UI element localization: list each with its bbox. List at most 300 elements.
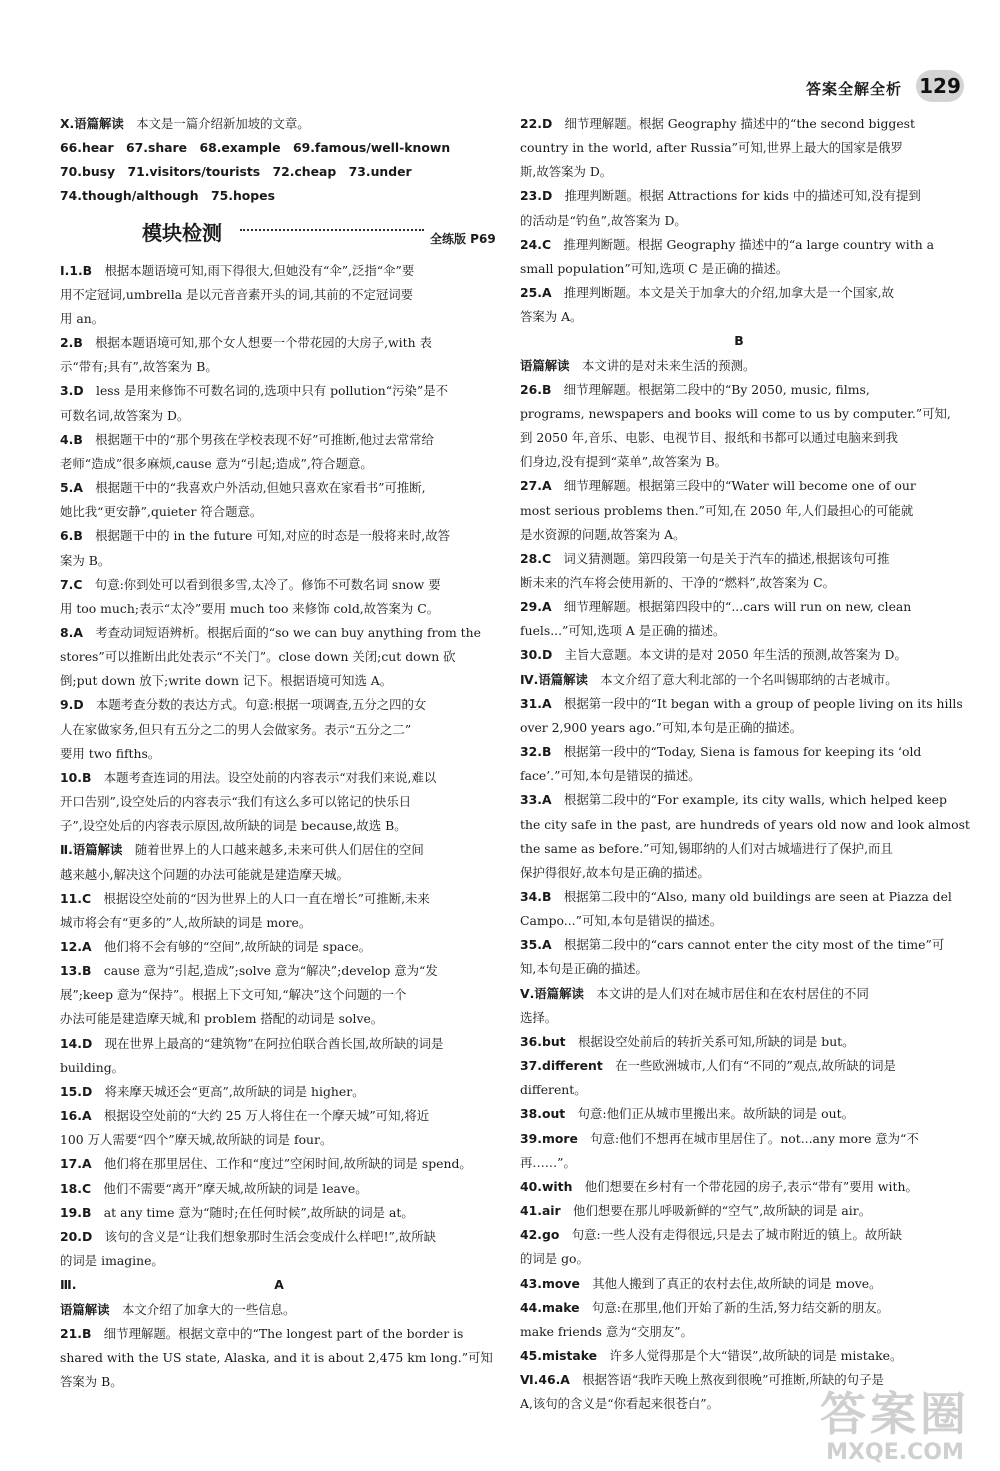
entry-line: [520, 305, 958, 329]
dotted-leader: [240, 229, 424, 231]
entry-text: 知,本句是正确的描述。: [520, 961, 648, 977]
entry-text: face’.”可知,本句是错误的描述。: [520, 768, 701, 784]
watermark-text: 答案圈: [820, 1387, 970, 1441]
entry-line: [520, 1344, 958, 1368]
entry-text: 句意:他们不想再在城市里居住了。not...any more 意为“不: [577, 1130, 919, 1146]
entry-text: 句意:在那里,他们开始了新的生活,努力结交新的朋友。: [579, 1299, 889, 1315]
entry-text: the city safe in the past, are hundreds of years old now and look almost: [520, 816, 970, 832]
answer-entry: [60, 887, 498, 935]
entry-text: 要用 two fifths。: [60, 745, 161, 761]
entry-text: programs, newspapers and books will come to us by computer.”可知,: [520, 405, 951, 421]
answer-entry: [520, 1296, 958, 1344]
answer-list: 66.hear 67.share 68.example 69.famous/well-known: [60, 140, 451, 156]
answer-entry: [60, 1032, 498, 1080]
entry-line: [520, 1247, 958, 1271]
answer-entry: [60, 1177, 498, 1201]
entry-line: [520, 257, 958, 281]
entry-line: [520, 1296, 958, 1320]
answer-entry: [520, 740, 958, 788]
entry-number: 19.B: [60, 1204, 92, 1220]
entry-number: 20.D: [60, 1228, 93, 1244]
entry-text: 他们想要在那儿呼吸新鲜的“空气”,故所缺的词是 air。: [560, 1203, 872, 1219]
entry-line: [60, 814, 498, 838]
section-title-text: 模块检测: [142, 220, 222, 245]
entry-text: 案为 B。: [60, 552, 111, 568]
entry-text: 根据第一段中的“It began with a group of people living on its hills: [551, 695, 963, 711]
entry-text: 本文讲的是人们对在城市居住和在农村居住的不同: [583, 985, 869, 1001]
entry-number: 23.D: [520, 188, 553, 204]
passage-tag: 语篇解读: [60, 1301, 110, 1317]
entry-text: 推理判断题。根据 Attractions for kids 中的描述可知,没有提到: [552, 188, 921, 204]
entry-text: 将来摩天城还会“更高”,故所缺的词是 higher。: [92, 1083, 365, 1099]
entry-line: [520, 184, 958, 208]
entry-line: [60, 1370, 498, 1394]
entry-number: 45.mistake: [520, 1347, 598, 1363]
entry-line: [520, 1030, 958, 1054]
entry-text: at any time 意为“随时;在任何时候”,故所缺的词是 at。: [91, 1204, 414, 1220]
entry-number: 22.D: [520, 116, 553, 131]
entry-line: [60, 742, 498, 766]
passage-summary: 本文是一篇介绍新加坡的文章。: [123, 116, 310, 131]
entry-line: [520, 982, 958, 1006]
entry-line: [520, 1320, 958, 1344]
entry-text: 根据第一段中的“Today, Siena is famous for keeping its ‘old: [551, 744, 922, 760]
entry-text: 他们想要在乡村有一个带花园的房子,表示“带有”要用 with。: [572, 1178, 918, 1194]
answer-entry: [520, 1102, 958, 1126]
answer-entry: [60, 935, 498, 959]
entry-text: 是水资源的问题,故答案为 A。: [520, 526, 686, 542]
entry-number: 15.D: [60, 1083, 93, 1099]
entry-text: 答案为 B。: [60, 1373, 123, 1389]
intro-line: [60, 160, 498, 184]
entry-line: [60, 452, 498, 476]
entry-line: [60, 597, 498, 621]
entry-number: 35.A: [520, 937, 552, 953]
entry-line: [520, 595, 958, 619]
entry-number: 6.B: [60, 528, 83, 544]
entry-text: 的词是 imagine。: [60, 1253, 164, 1269]
entry-line: [60, 645, 498, 669]
entry-line: [60, 1249, 498, 1273]
entry-text: 根据第二段中的“For example, its city walls, which helped keep: [551, 792, 947, 808]
entry-text: 城市将会有“更多的”人,故所缺的词是 more。: [60, 914, 312, 930]
entry-line: [520, 837, 958, 861]
answer-entry: [60, 838, 498, 886]
entry-line: [60, 1177, 498, 1201]
entry-text: 根据设空处前后的转折关系可知,所缺的词是 but。: [565, 1033, 855, 1049]
entry-text: 根据题干中的 in the future 可知,对应的时态是一般将来时,故答: [82, 528, 451, 544]
answer-entry: [520, 933, 958, 981]
entry-text: stores”可以推断出此处表示“不关门”。close down 关闭;cut down 砍: [60, 649, 456, 665]
entry-number: 31.A: [520, 695, 552, 711]
passage-intro: [520, 354, 958, 378]
entry-text: 越来越小,解决这个问题的办法可能就是建造摩天城。: [60, 866, 349, 882]
entry-line: [60, 887, 498, 911]
answer-entry: [520, 595, 958, 643]
entry-text: 细节理解题。根据 Geography 描述中的“the second biggest: [552, 116, 915, 131]
section-title: [60, 217, 498, 257]
answer-entry: [60, 766, 498, 838]
entry-line: [520, 668, 958, 692]
entry-line: [60, 283, 498, 307]
entry-line: [520, 861, 958, 885]
entry-text: 根据设空处前的“因为世界上的人口一直在增长”可推断,未来: [91, 890, 430, 906]
intro-line: [60, 136, 498, 160]
entry-line: [60, 983, 498, 1007]
intro-line: [60, 112, 498, 136]
entry-line: [60, 500, 498, 524]
entry-number: 25.A: [520, 285, 552, 301]
answer-entry: [60, 1201, 498, 1225]
entry-text: 细节理解题。根据文章中的“The longest part of the border is: [91, 1325, 464, 1341]
answer-entry: [60, 331, 498, 379]
entry-line: [60, 1152, 498, 1176]
watermark-logo: [810, 1388, 980, 1465]
entry-line: [520, 909, 958, 933]
entry-line: [520, 957, 958, 981]
entry-number: Ⅰ.1.B: [60, 262, 93, 278]
entry-line: [60, 935, 498, 959]
entry-text: most serious problems then.”可知,在 2050 年,人们最担心的可能就: [520, 502, 914, 518]
entry-text: 词义猜测题。第四段第一句是关于汽车的描述,根据该句可推: [551, 550, 890, 566]
entry-text: 句意:一些人没有走得很远,只是去了城市附近的镇上。故所缺: [559, 1227, 903, 1243]
passage-summary: 本文介绍了加拿大的一些信息。: [109, 1301, 296, 1317]
entry-line: [520, 474, 958, 498]
entry-number: 30.D: [520, 647, 553, 663]
entry-number: 10.B: [60, 769, 92, 785]
intro-line: [60, 184, 498, 208]
entry-number: Ⅳ.语篇解读: [520, 671, 588, 687]
entry-line: [60, 379, 498, 403]
entry-text: 示“带有;具有”,故答案为 B。: [60, 359, 218, 375]
entry-text: 用 an。: [60, 310, 105, 326]
entry-text: 他们不需要“离开”摩天城,故所缺的词是 leave。: [91, 1180, 368, 1196]
entry-number: 26.B: [520, 381, 552, 397]
entry-text: cause 意为“引起,造成”;solve 意为“解决”;develop 意为“发: [91, 963, 438, 979]
entry-line: [520, 885, 958, 909]
answer-entry: [520, 668, 958, 692]
entry-number: Ⅱ.语篇解读: [60, 842, 123, 858]
entry-number: 41.air: [520, 1203, 561, 1219]
section-title-ref: 全练版 P69: [430, 231, 496, 246]
entry-text: 再……”。: [520, 1154, 576, 1170]
entry-line: [520, 1151, 958, 1175]
entry-number: 42.go: [520, 1227, 560, 1243]
entry-text: the same as before.”可知,锡耶纳的人们对古城墙进行了保护,而且: [520, 840, 893, 856]
answer-entry: [60, 476, 498, 524]
answer-entry: [60, 1322, 498, 1394]
subsection-heading: A: [274, 1277, 284, 1293]
entry-line: [60, 549, 498, 573]
entry-text: 本题考查分数的表达方式。句意:根据一项调查,五分之四的女: [83, 697, 427, 713]
entry-text: 们身边,没有提到“菜单”,故答案为 B。: [520, 454, 728, 470]
entry-text: 根据题干中的“我喜欢户外活动,但她只喜欢在家看书”可推断,: [82, 480, 426, 496]
entry-text: 根据第二段中的“Also, many old buildings are seen at Piazza del: [551, 889, 952, 904]
entry-text: 句意:你到处可以看到很多雪,太冷了。修饰不可数名词 snow 要: [82, 576, 441, 592]
entry-text: 子”,设空处后的内容表示原因,故所缺的词是 because,故选 B。: [60, 818, 407, 834]
answer-entry: [520, 692, 963, 740]
entry-text: 她比我“更安静”,quieter 符合题意。: [60, 504, 263, 520]
entry-line: [520, 1175, 958, 1199]
entry-line: [60, 1056, 498, 1080]
entry-text: 考查动词短语辨析。根据后面的“so we can buy anything from the: [82, 624, 481, 640]
entry-number: 12.A: [60, 939, 92, 954]
entry-line: [520, 426, 958, 450]
entry-text: fuels...”可知,选项 A 是正确的描述。: [520, 623, 726, 639]
entry-line: [520, 1199, 958, 1223]
entry-number: 36.but: [520, 1033, 566, 1049]
answer-entry: [60, 524, 498, 572]
entry-line: [60, 766, 498, 790]
entry-number: 5.A: [60, 480, 83, 496]
answer-entry: [60, 1080, 498, 1104]
entry-line: [60, 307, 498, 331]
entry-line: [520, 643, 958, 667]
answer-entry: [60, 1225, 498, 1273]
entry-number: 34.B: [520, 889, 552, 904]
entry-line: [60, 331, 498, 355]
answer-entry: [520, 281, 958, 329]
entry-line: [520, 813, 970, 837]
entry-text: 断未来的汽车将会使用新的、干净的“燃料”,故答案为 C。: [520, 574, 836, 590]
entry-line: [520, 281, 958, 305]
entry-number: 27.A: [520, 478, 552, 494]
answer-entry: [520, 184, 958, 232]
answer-entry: [520, 233, 958, 281]
entry-text: 答案为 A。: [520, 309, 583, 325]
entry-number: 7.C: [60, 576, 83, 592]
entry-text: small population”可知,选项 C 是正确的描述。: [520, 260, 789, 276]
entry-line: [60, 404, 498, 428]
entry-number: 24.C: [520, 236, 552, 252]
entry-text: 100 万人需要“四个”摩天城,故所缺的词是 four。: [60, 1132, 333, 1148]
entry-number: 43.move: [520, 1275, 580, 1291]
entry-line: [60, 1322, 498, 1346]
entry-text: 推理判断题。本文是关于加拿大的介绍,加拿大是一个国家,故: [551, 285, 894, 301]
answer-entry: [520, 982, 958, 1030]
entry-text: 展”;keep 意为“保持”。根据上下文可知,“解决”这个问题的一个: [60, 987, 407, 1003]
answer-entry: [60, 621, 498, 693]
answer-entry: [520, 643, 958, 667]
entry-text: country in the world, after Russia”可知,世界上最大的国家是俄罗: [520, 140, 903, 156]
entry-text: 现在世界上最高的“建筑物”在阿拉伯联合酋长国,故所缺的词是: [92, 1035, 444, 1051]
entry-text: 开口告别”,设空处后的内容表示“我们有这么多可以铭记的快乐日: [60, 794, 412, 810]
entry-text: A,该句的含义是“你看起来很苍白”。: [520, 1396, 720, 1412]
entry-line: [520, 378, 958, 402]
entry-text: 本题考查连词的用法。设空处前的内容表示“对我们来说,难以: [91, 769, 437, 785]
entry-text: 斯,故答案为 D。: [520, 164, 613, 180]
entry-line: [520, 764, 958, 788]
entry-line: [520, 619, 958, 643]
page-number: 129: [916, 70, 964, 102]
entry-number: 4.B: [60, 431, 83, 447]
entry-number: 2.B: [60, 335, 83, 351]
entry-text: different。: [520, 1082, 587, 1098]
entry-number: 33.A: [520, 792, 552, 808]
entry-text: 根据本题语境可知,雨下得很大,但她没有“伞”,泛指“伞”要: [92, 262, 415, 278]
entry-line: [60, 911, 498, 935]
entry-text: 可数名词,故答案为 D。: [60, 407, 190, 423]
watermark-url: MXQE.COM: [826, 1440, 964, 1465]
entry-number: 37.different: [520, 1058, 603, 1074]
answer-list: 70.busy 71.visitors/tourists 72.cheap 73.under: [60, 164, 412, 180]
answer-entry: [520, 1344, 958, 1368]
entry-number: 11.C: [60, 890, 92, 906]
answer-entry: [520, 1054, 958, 1102]
entry-text: 细节理解题。根据第二段中的“By 2050, music, films,: [551, 381, 870, 397]
entry-line: [60, 863, 498, 887]
entry-line: [520, 788, 958, 812]
entry-line: [520, 933, 958, 957]
entry-line: [520, 209, 958, 233]
entry-line: [60, 428, 498, 452]
answer-entry: [60, 573, 498, 621]
entry-line: [520, 571, 958, 595]
entry-line: [60, 524, 498, 548]
entry-line: [520, 1006, 958, 1030]
entry-line: [60, 355, 498, 379]
entry-text: 该句的含义是“让我们想象那时生活会变成什么样吧!”,故所缺: [92, 1228, 436, 1244]
entry-text: 的活动是“钓鱼”,故答案为 D。: [520, 212, 687, 228]
entry-line: [60, 669, 498, 693]
entry-line: [60, 1346, 498, 1370]
answer-entry: [520, 474, 958, 546]
entry-line: [520, 1078, 958, 1102]
entry-line: [520, 1223, 958, 1247]
entry-line: [520, 1272, 958, 1296]
entry-text: 根据设空处前的“大约 25 万人将住在一个摩天城”可知,将近: [91, 1108, 430, 1124]
answer-list: 74.though/although 75.hopes: [60, 188, 275, 204]
entry-text: 随着世界上的人口越来越多,未来可供人们居住的空间: [122, 842, 424, 858]
answer-entry: [520, 112, 958, 184]
passage-tag: 语篇解读: [520, 357, 570, 373]
entry-line: [60, 1032, 498, 1056]
entry-line: [520, 547, 958, 571]
entry-text: 许多人觉得那是个大“错误”,故所缺的词是 mistake。: [597, 1347, 903, 1363]
entry-text: 推理判断题。根据 Geography 描述中的“a large country with a: [551, 236, 935, 252]
answer-entry: [520, 378, 958, 475]
entry-text: over 2,900 years ago.”可知,本句是正确的描述。: [520, 719, 803, 735]
entry-text: 细节理解题。根据第四段中的“...cars will run on new, clean: [551, 599, 912, 615]
entry-number: 39.more: [520, 1130, 578, 1146]
answer-entry: [60, 428, 498, 476]
entry-line: [60, 1080, 498, 1104]
entry-number: 8.A: [60, 624, 83, 640]
entry-line: [60, 959, 498, 983]
entry-text: 句意:他们正从城市里搬出来。故所缺的词是 out。: [565, 1106, 854, 1122]
entry-text: 倒;put down 放下;write down 记下。根据语境可知选 A。: [60, 673, 393, 689]
entry-number: Ⅵ.46.A: [520, 1372, 570, 1388]
entry-line: [60, 1128, 498, 1152]
entry-number: 40.with: [520, 1178, 573, 1194]
entry-line: [520, 716, 958, 740]
answer-entry: [60, 693, 498, 765]
entry-number: 44.make: [520, 1299, 580, 1315]
entry-number: 18.C: [60, 1180, 92, 1196]
entry-line: [60, 718, 498, 742]
entry-line: [60, 838, 498, 862]
entry-line: [520, 450, 958, 474]
entry-text: 其他人搬到了真正的农村去住,故所缺的词是 move。: [579, 1275, 882, 1291]
entry-text: 他们将不会有够的“空间”,故所缺的词是 space。: [91, 939, 372, 954]
answer-entry: [520, 1030, 958, 1054]
answer-entry: [520, 1223, 958, 1271]
entry-text: make friends 意为“交朋友”。: [520, 1323, 693, 1339]
passage-tag: 语篇解读: [74, 116, 124, 131]
entry-line: [520, 112, 958, 136]
answer-entry: [60, 959, 498, 1031]
entry-number: 17.A: [60, 1156, 92, 1172]
entry-text: 根据第二段中的“cars cannot enter the city most of the time”可: [551, 937, 945, 953]
entry-line: [520, 233, 958, 257]
section-number: Ⅲ.: [60, 1277, 77, 1293]
entry-line: [60, 621, 498, 645]
entry-line: [520, 136, 958, 160]
entry-text: 用 too much;表示“太冷”要用 much too 来修饰 cold,故答案为 C。: [60, 600, 440, 616]
entry-number: 21.B: [60, 1325, 92, 1341]
entry-number: 29.A: [520, 599, 552, 615]
passage-summary: 本文讲的是对未来生活的预测。: [569, 357, 756, 373]
answer-entry: [60, 1152, 498, 1176]
entry-text: 用不定冠词,umbrella 是以元音音素开头的词,其前的不定冠词要: [60, 286, 414, 302]
answer-entry: [60, 379, 498, 427]
entry-text: 本文介绍了意大利北部的一个名叫锡耶纳的古老城市。: [587, 671, 898, 687]
header-title: 答案全解全析: [805, 80, 902, 98]
entry-line: [60, 573, 498, 597]
entry-text: shared with the US state, Alaska, and it is about 2,475 km long.”可知: [60, 1349, 493, 1365]
answer-entry: [520, 1199, 958, 1223]
answer-entry: [520, 1175, 958, 1199]
entry-text: less 是用来修饰不可数名词的,选项中只有 pollution“污染”是不: [83, 383, 449, 399]
page-header: [52, 72, 964, 104]
entry-text: 办法可能是建造摩天城,和 problem 搭配的动词是 solve。: [60, 1011, 384, 1027]
entry-text: 人在家做家务,但只有五分之二的男人会做家务。表示“五分之二”: [60, 721, 412, 737]
entry-text: 根据本题语境可知,那个女人想要一个带花园的大房子,with 表: [82, 335, 432, 351]
answer-entry: [520, 1272, 958, 1296]
entry-number: 32.B: [520, 744, 552, 760]
entry-text: 选择。: [520, 1009, 558, 1025]
entry-text: 保护得很好,故本句是正确的描述。: [520, 864, 710, 880]
passage-intro: [60, 1298, 498, 1322]
entry-line: [60, 1201, 498, 1225]
entry-text: Campo...”可知,本句是错误的描述。: [520, 913, 723, 929]
entry-text: 到 2050 年,音乐、电影、电视节目、报纸和书都可以通过电脑来到我: [520, 430, 898, 446]
entry-number: 16.A: [60, 1108, 92, 1124]
entry-text: 在一些欧洲城市,人们有“不同的”观点,故所缺的词是: [602, 1058, 896, 1074]
entry-line: [520, 523, 958, 547]
entry-line: [520, 402, 958, 426]
entry-line: [520, 740, 958, 764]
entry-text: 细节理解题。根据第三段中的“Water will become one of our: [551, 478, 916, 494]
entry-text: 老师“造成”很多麻烦,cause 意为“引起;造成”,符合题意。: [60, 455, 373, 471]
answer-entry: [520, 547, 958, 595]
entry-text: 根据答语“我昨天晚上熬夜到很晚”可推断,所缺的句子是: [569, 1372, 884, 1388]
entry-line: [60, 1007, 498, 1031]
answer-entry: [520, 885, 958, 933]
entry-text: building。: [60, 1059, 125, 1075]
entry-line: [60, 1104, 498, 1128]
entry-number: 3.D: [60, 383, 84, 399]
left-column: [60, 112, 498, 1394]
entry-line: [60, 476, 498, 500]
answer-entry: [60, 259, 498, 331]
entry-number: 9.D: [60, 697, 84, 713]
entry-text: 的词是 go。: [520, 1251, 589, 1267]
section-number: X.: [60, 116, 75, 131]
answer-entry: [520, 788, 970, 885]
entry-number: 14.D: [60, 1035, 93, 1051]
entry-line: [520, 160, 958, 184]
